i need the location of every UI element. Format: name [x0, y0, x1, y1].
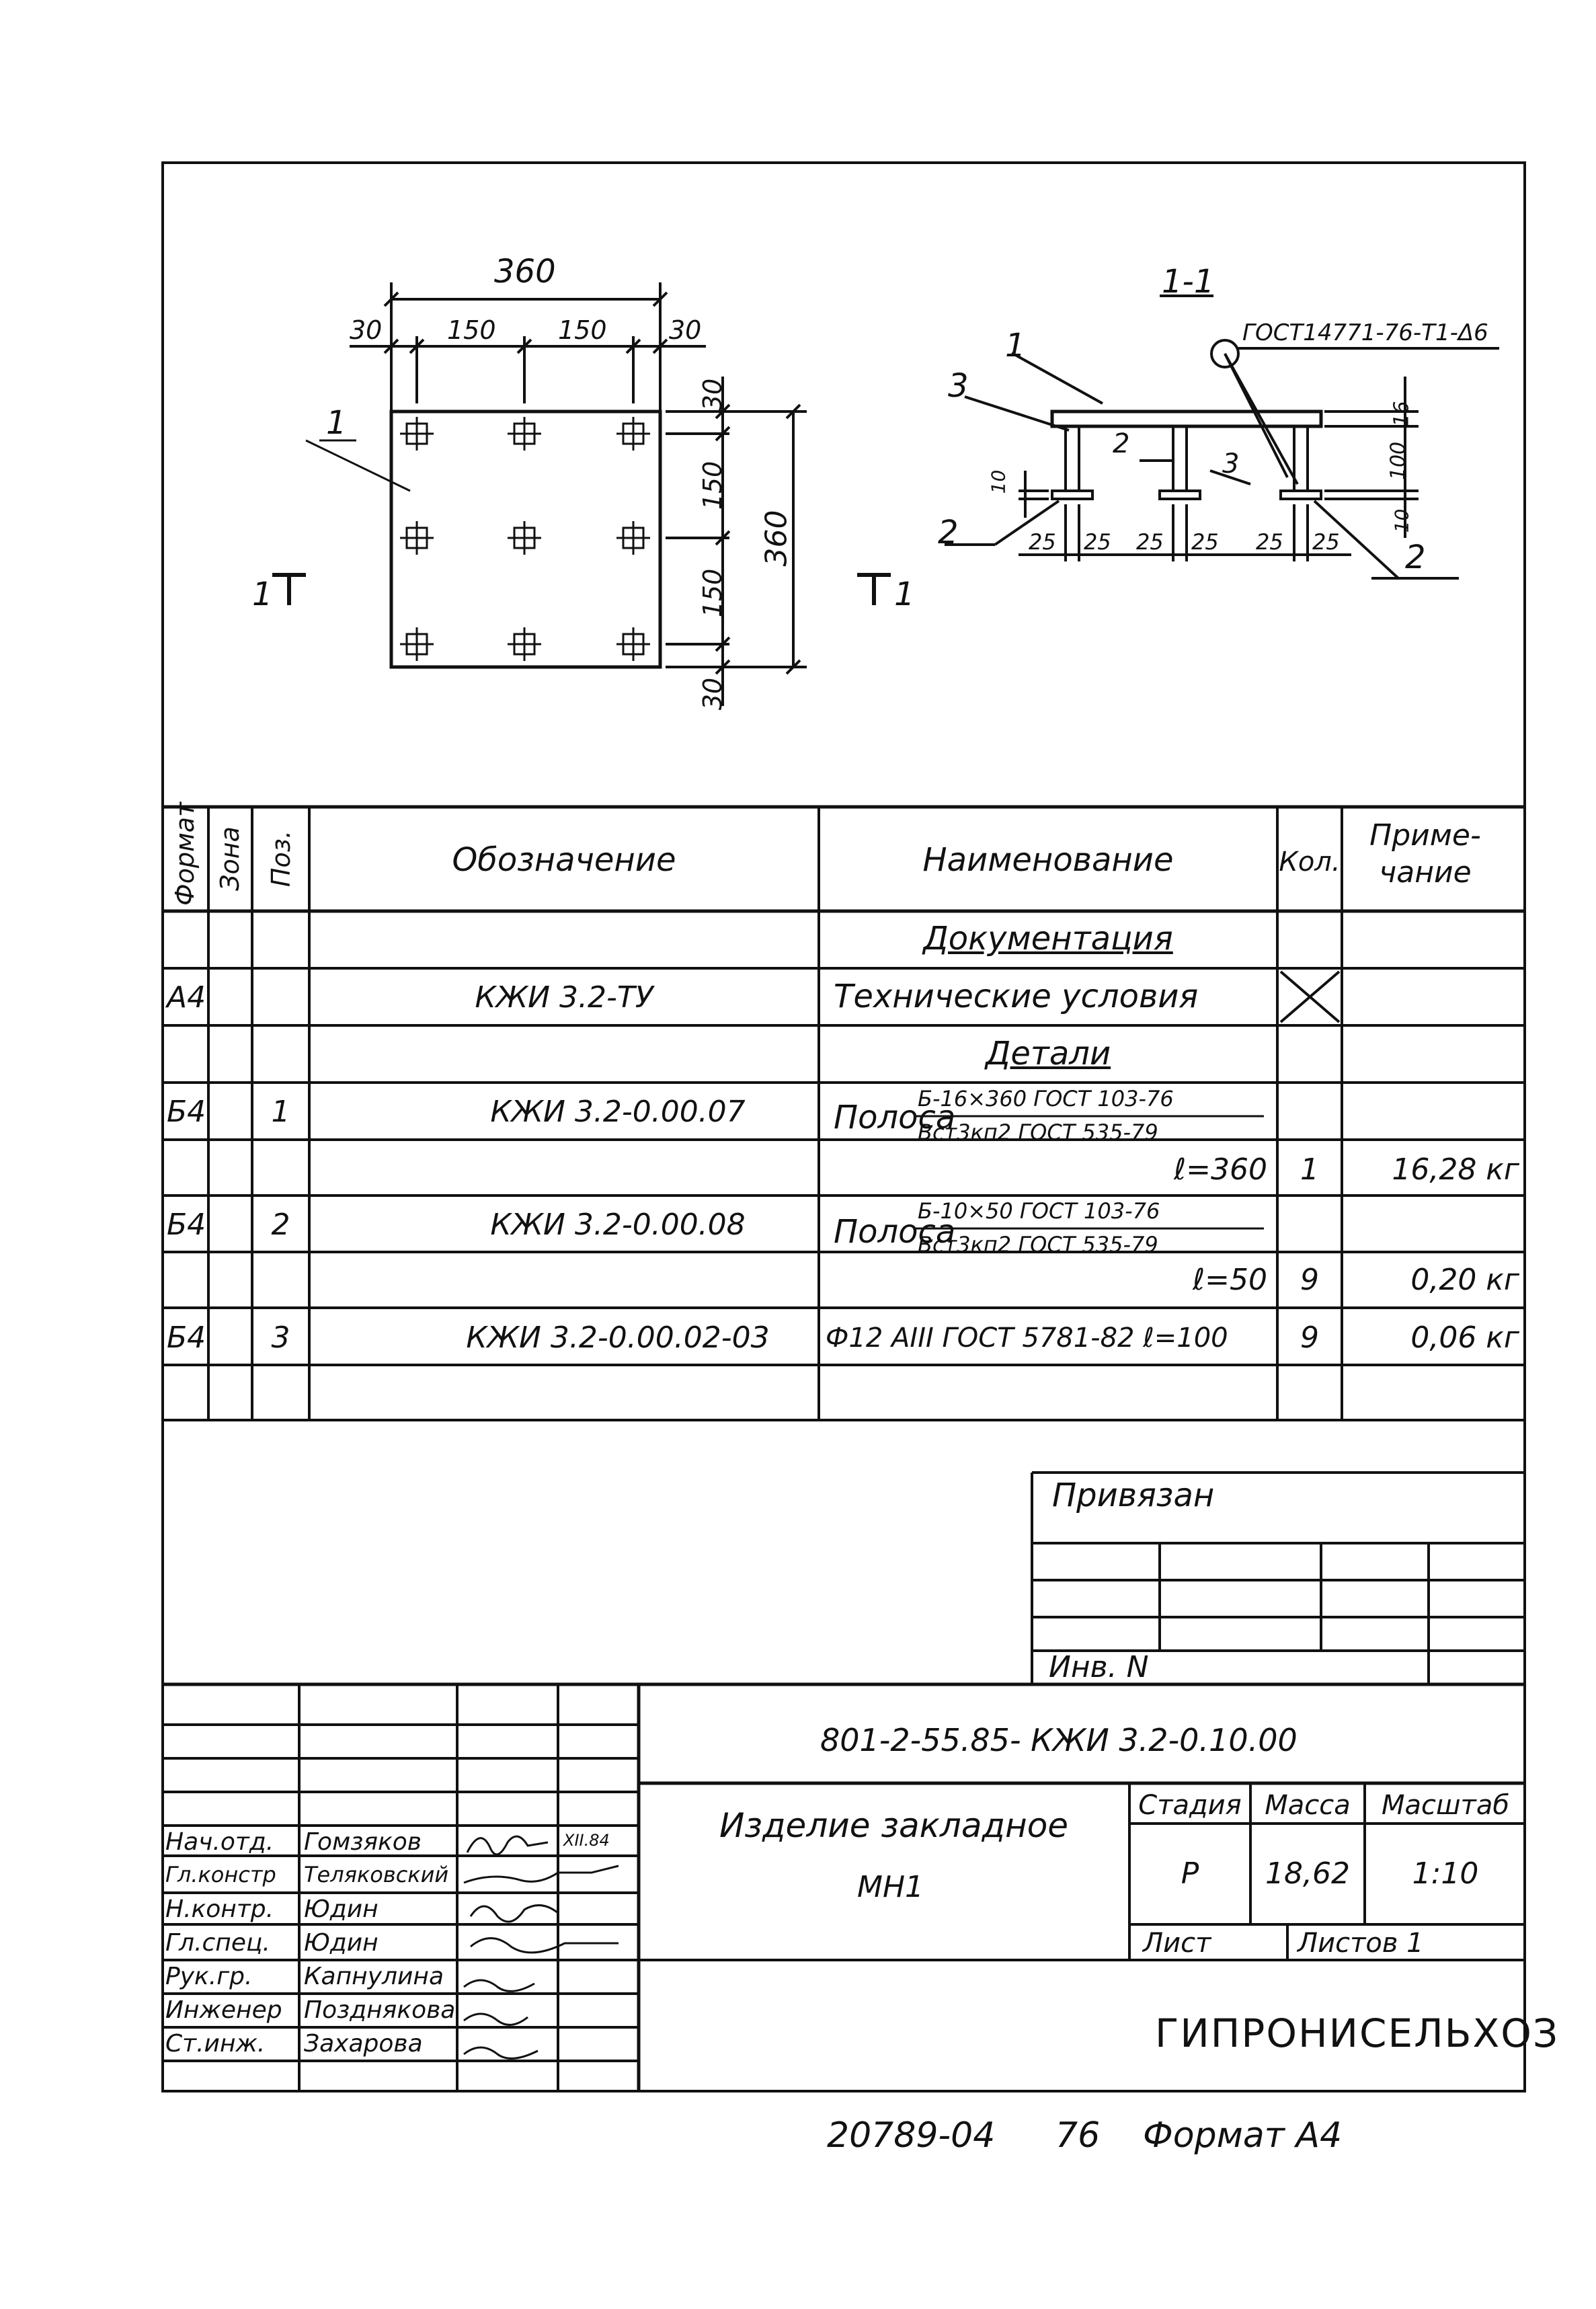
- signature-scribble: [471, 1906, 558, 1922]
- role-6: Инженер: [165, 1996, 282, 2024]
- sheets-label: Листов 1: [1298, 1928, 1424, 1959]
- row4-designation: КЖИ 3.2-0.00.02-03: [466, 1321, 770, 1355]
- row3-frac-top: Б-10×50 ГОСТ 103-76: [918, 1198, 1160, 1224]
- dim-margin-right: 30: [669, 315, 702, 345]
- row2-format: Б4: [167, 1095, 206, 1129]
- dim-right-span2: 150: [698, 568, 727, 618]
- row3-length: ℓ=50: [1192, 1263, 1267, 1297]
- row2-name: Полоса: [834, 1099, 956, 1136]
- row1-name: Технические условия: [834, 978, 1199, 1015]
- section-label-foot-right: 2: [1405, 539, 1426, 576]
- binding-title: Привязан: [1052, 1477, 1215, 1514]
- dim-spacing-5: 25: [1256, 529, 1283, 555]
- section-title: 1-1: [1162, 263, 1215, 301]
- section-details: Детали: [985, 1035, 1111, 1072]
- row2-frac-top: Б-16×360 ГОСТ 103-76: [918, 1086, 1174, 1111]
- row3-qty: 9: [1300, 1263, 1319, 1297]
- header-note: Приме-чание: [1369, 818, 1481, 890]
- mass-label: Масса: [1265, 1790, 1351, 1821]
- row1-format: А4: [167, 980, 206, 1015]
- sign-date: XII.84: [563, 1831, 610, 1850]
- signature-scribble: [464, 1866, 619, 1883]
- row2-note: 16,28 кг: [1392, 1152, 1519, 1187]
- dim-left-tab: 10: [987, 469, 1010, 494]
- role-3: Н.контр.: [165, 1895, 274, 1923]
- signature-scribble: [471, 1939, 619, 1953]
- row4-note: 0,06 кг: [1410, 1321, 1519, 1355]
- mass-value: 18,62: [1265, 1856, 1350, 1891]
- section-documentation: Документация: [923, 920, 1173, 957]
- sheet-label: Лист: [1143, 1928, 1211, 1959]
- row2-qty: 1: [1300, 1152, 1319, 1187]
- row4-format: Б4: [167, 1321, 206, 1355]
- footer-format: Формат А4: [1143, 2115, 1343, 2156]
- person-3: Юдин: [304, 1895, 378, 1923]
- row2-frac-bottom: Вст3кп2 ГОСТ 535-79: [918, 1120, 1158, 1145]
- section-label-anchor-mid: 3: [1222, 448, 1240, 479]
- row1-designation: КЖИ 3.2-ТУ: [475, 980, 653, 1015]
- dim-margin-left: 30: [350, 315, 383, 345]
- section-label-foot-mid: 2: [1113, 428, 1130, 459]
- person-4: Юдин: [304, 1929, 378, 1957]
- weld-note: ГОСТ14771-76-Т1-Δ6: [1242, 319, 1488, 346]
- row3-pos: 2: [271, 1208, 290, 1242]
- person-5: Капнулина: [304, 1963, 444, 1990]
- section-mark-right: 1: [894, 576, 915, 613]
- person-7: Захарова: [304, 2030, 423, 2058]
- row4-qty: 9: [1300, 1321, 1319, 1355]
- dim-right-span1: 150: [698, 461, 727, 510]
- product-mark: МН1: [857, 1870, 924, 1904]
- signature-scribble: [464, 1980, 534, 1991]
- row2-pos: 1: [271, 1095, 290, 1129]
- person-6: Позднякова: [304, 1996, 456, 2024]
- header-pos: Поз.: [266, 830, 296, 888]
- section-label-plate: 1: [1005, 327, 1026, 364]
- row3-name: Полоса: [834, 1213, 956, 1251]
- signature-scribble: [464, 2014, 528, 2025]
- header-zone: Зона: [215, 826, 245, 891]
- row4-name: Ф12 АIII ГОСТ 5781-82 ℓ=100: [826, 1323, 1228, 1354]
- stage-value: Р: [1181, 1856, 1199, 1891]
- stage-label: Стадия: [1138, 1790, 1242, 1821]
- dim-spacing-3: 25: [1136, 529, 1164, 555]
- section-label-anchor-left: 3: [948, 367, 969, 405]
- dim-plate-thickness: 16: [1390, 401, 1414, 427]
- dim-span-1: 150: [447, 315, 496, 345]
- row3-note: 0,20 кг: [1410, 1263, 1519, 1297]
- signature-scribble: [464, 2047, 538, 2058]
- product-name: Изделие закладное: [719, 1806, 1069, 1845]
- section-mark-left: 1: [252, 576, 273, 613]
- dim-right-bottom: 30: [698, 677, 727, 711]
- dim-right-top: 30: [698, 378, 727, 412]
- header-format: Формат: [170, 801, 200, 906]
- dim-spacing-6: 25: [1312, 529, 1340, 555]
- role-4: Гл.спец.: [165, 1929, 270, 1957]
- header-qty: Кол.: [1279, 847, 1341, 877]
- role-7: Ст.инж.: [165, 2030, 266, 2058]
- dim-total-height: 360: [759, 510, 794, 567]
- scale-label: Масштаб: [1381, 1790, 1510, 1821]
- row2-designation: КЖИ 3.2-0.00.07: [490, 1095, 746, 1129]
- row3-designation: КЖИ 3.2-0.00.08: [490, 1208, 746, 1242]
- binding-inv: Инв. N: [1049, 1650, 1149, 1684]
- plan-position-label: 1: [326, 404, 347, 442]
- dim-spacing-4: 25: [1191, 529, 1219, 555]
- header-name: Наименование: [922, 841, 1174, 879]
- signature-scribble: [467, 1836, 548, 1854]
- header-designation: Обозначение: [452, 841, 676, 879]
- dim-spacing-1: 25: [1029, 529, 1056, 555]
- person-2: Теляковский: [304, 1862, 449, 1887]
- dim-total-width: 360: [494, 253, 556, 290]
- role-5: Рук.гр.: [165, 1963, 253, 1990]
- scale-value: 1:10: [1412, 1856, 1479, 1891]
- dim-stud-height: 100: [1386, 441, 1410, 481]
- dim-foot-thickness: 10: [1390, 508, 1413, 533]
- row2-length: ℓ=360: [1173, 1152, 1267, 1187]
- footer-number: 20789-04: [827, 2115, 996, 2156]
- person-1: Гомзяков: [304, 1828, 422, 1856]
- row4-pos: 3: [271, 1321, 290, 1355]
- document-code: 801-2-55.85- КЖИ 3.2-0.10.00: [820, 1722, 1298, 1758]
- role-1: Нач.отд.: [165, 1828, 274, 1856]
- row3-frac-bottom: Вст3кп2 ГОСТ 535-79: [918, 1232, 1158, 1257]
- organization-name: ГИПРОНИСЕЛЬХОЗ: [1155, 2010, 1560, 2056]
- section-label-foot-left: 2: [938, 514, 959, 551]
- footer-sub: 76: [1055, 2115, 1101, 2156]
- dim-span-2: 150: [558, 315, 607, 345]
- role-2: Гл.констр: [165, 1862, 276, 1887]
- row3-format: Б4: [167, 1208, 206, 1242]
- dim-spacing-2: 25: [1084, 529, 1111, 555]
